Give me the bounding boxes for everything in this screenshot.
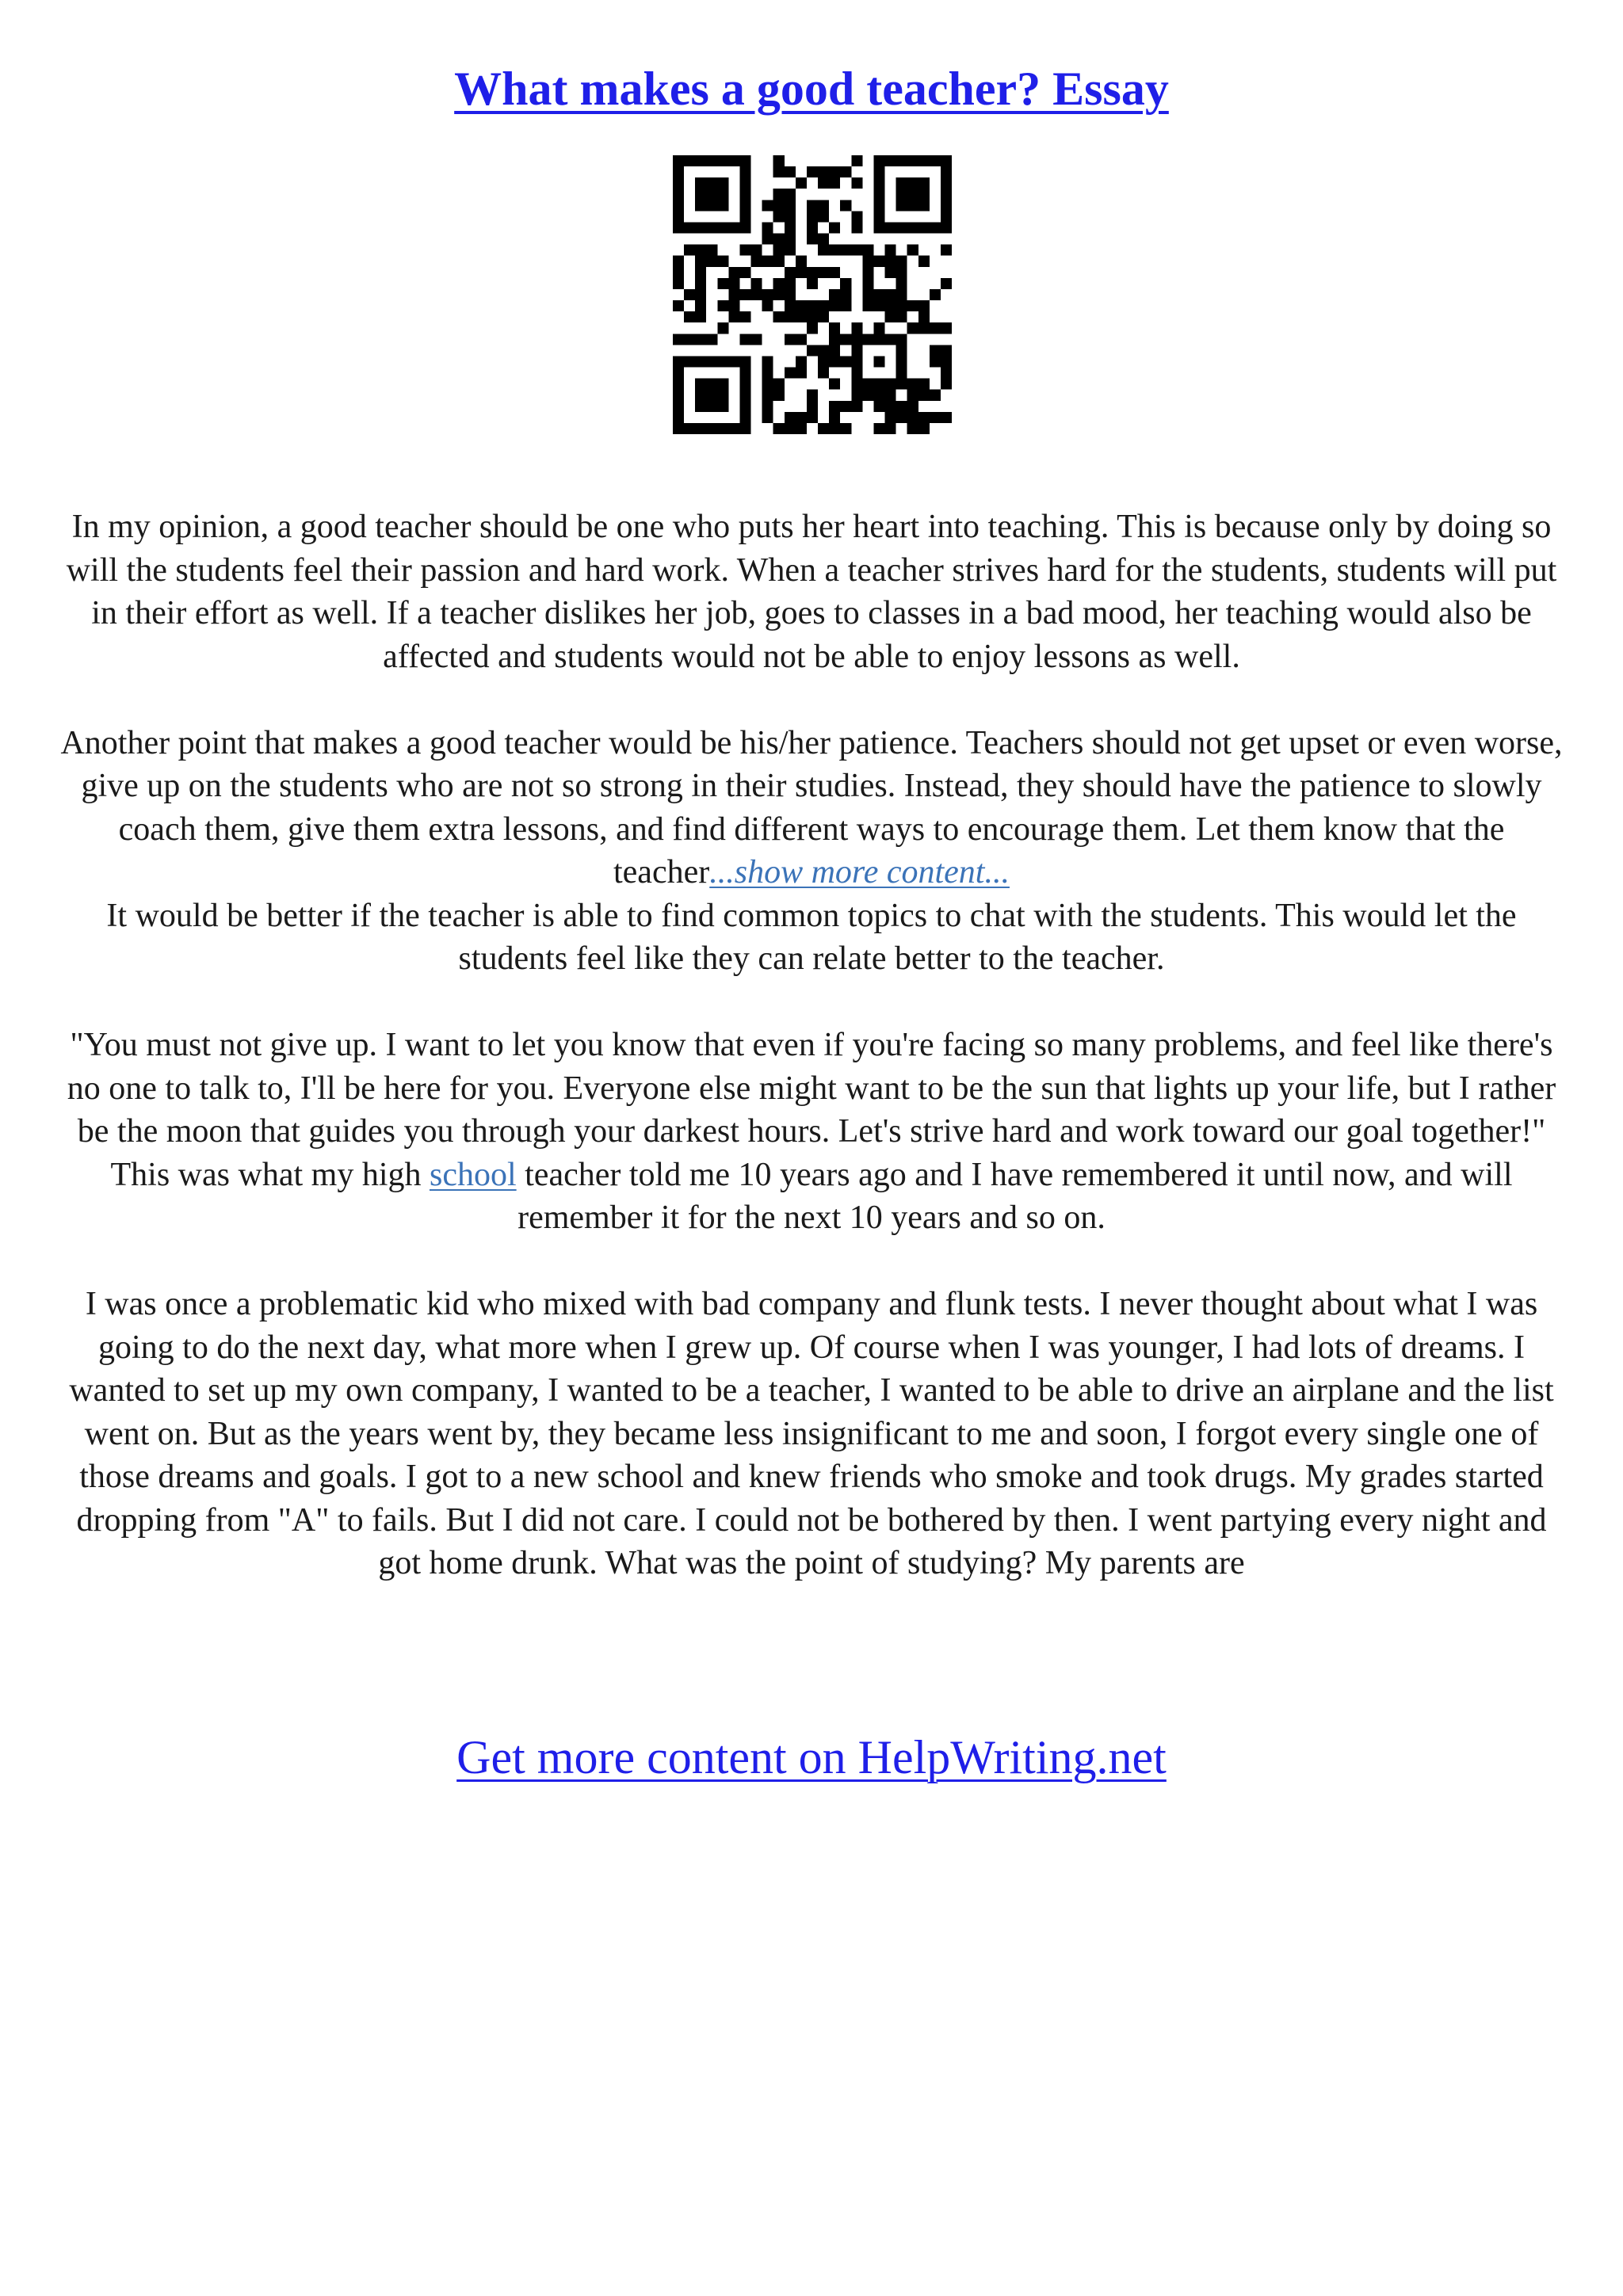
paragraph-2 — [55, 722, 1568, 894]
title-link[interactable]: What makes a good teacher? Essay — [454, 63, 1169, 115]
paragraph-5: I was once a problematic kid who mixed with bad company and flunk tests. I never thought about what I was going to do the next day, what more when I grew up. Of course when I was younger, I had lots of dreams. I wanted to set up my own company, I wanted to be a teacher, I wanted to be able to drive an airplane and the list went on. But as the years went by, they became less insignificant to me and soon, I forgot every single one of those dreams and goals. I got to a new school and knew friends who smoke and took drugs. My grades started dropping from "A" to fails. But I did not care. I could not be bothered by then. I went partying every night and got home drunk. What was the point of studying? My parents are — [69, 1286, 1554, 1581]
school-link[interactable]: school — [429, 1156, 517, 1193]
paragraph-3: It would be better if the teacher is able to find common topics to chat with the students. This would let the students feel like they can relate better to the teacher. — [106, 897, 1517, 977]
paragraph-4-text-b: teacher told me 10 years ago and I have remembered it until now, and will remember it for the next 10 years and so on. — [516, 1156, 1513, 1236]
qr-code-icon — [673, 155, 952, 434]
show-more-link[interactable]: ...show more content... — [709, 854, 1010, 891]
paragraph-4 — [55, 1024, 1568, 1240]
page-title — [0, 57, 1623, 120]
essay-body — [55, 505, 1568, 1585]
footer — [0, 1726, 1623, 1789]
paragraph-1: In my opinion, a good teacher should be one who puts her heart into teaching. This is because only by doing so will the students feel their passion and hard work. When a teacher strives hard for the students, students will put in their effort as well. If a teacher dislikes her job, goes to classes in a bad mood, her teaching would also be affected and students would not be able to enjoy lessons as well. — [66, 509, 1557, 675]
footer-link[interactable]: Get more content on HelpWriting.net — [456, 1731, 1167, 1783]
paragraph-2-text: Another point that makes a good teacher would be his/her patience. Teachers should not get upset or even worse, give up on the students who are not so strong in their studies. Instead, they should have the patience to slowly coach them, give them extra lessons, and find different ways to encourage them. Let them know that the teacher — [60, 724, 1563, 891]
paragraph-4-text-a: "You must not give up. I want to let you know that even if you're facing so many problems, and feel like there's no one to talk to, I'll be here for you. Everyone else might want to be the sun that lights up your life, but I rather be the moon that guides you through your darkest hours. Let's strive hard and work toward our goal together!" This was what my high — [67, 1027, 1556, 1193]
